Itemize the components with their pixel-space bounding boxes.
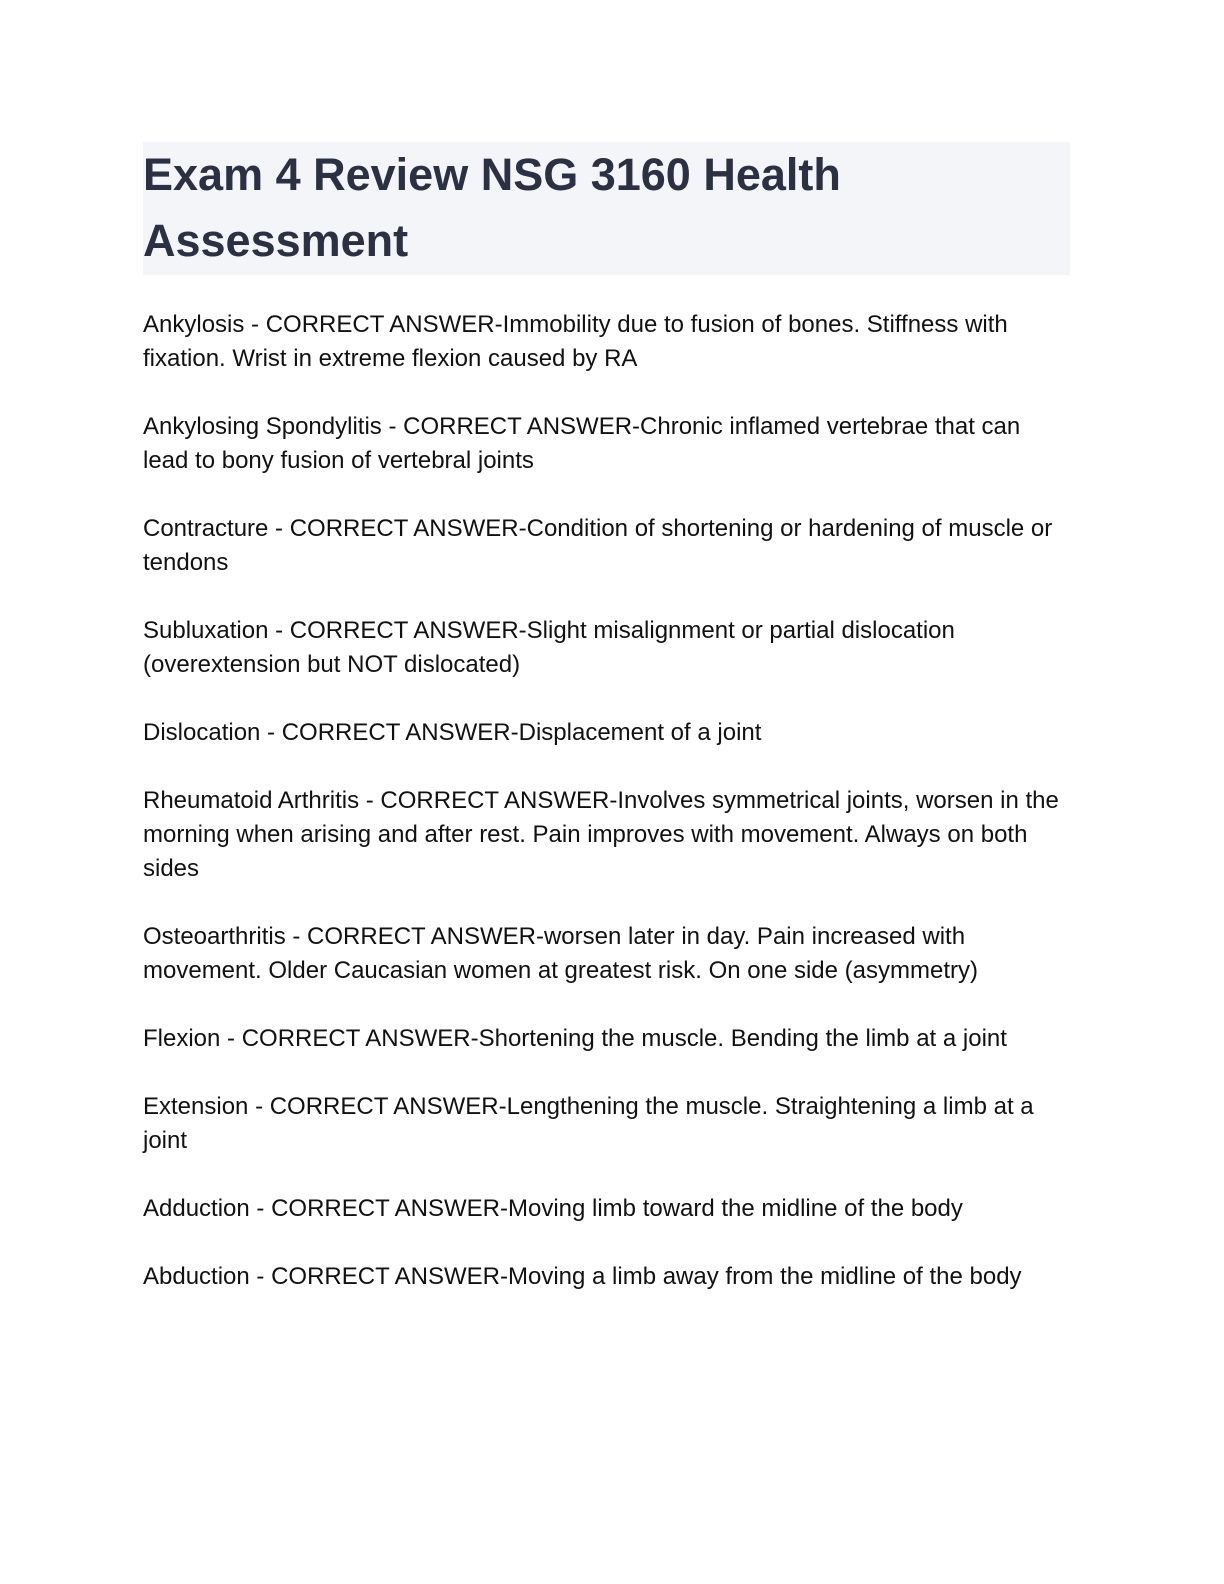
entry-adduction: Adduction - CORRECT ANSWER-Moving limb toward the midline of the body <box>143 1195 963 1222</box>
entry-list <box>143 308 1070 1294</box>
entry-ankylosing-spondylitis: Ankylosing Spondylitis - CORRECT ANSWER-Chronic inflamed vertebrae that can lead to bony fusion of vertebral joints <box>143 413 1021 474</box>
entry-osteoarthritis: Osteoarthritis - CORRECT ANSWER-worsen later in day. Pain increased with movement. Older Caucasian women at greatest risk. On one side (asymmetry) <box>143 923 978 984</box>
entry-extension: Extension - CORRECT ANSWER-Lengthening the muscle. Straightening a limb at a joint <box>143 1093 1034 1154</box>
entry-subluxation: Subluxation - CORRECT ANSWER-Slight misalignment or partial dislocation (overextension but NOT dislocated) <box>143 617 955 678</box>
entry-flexion: Flexion - CORRECT ANSWER-Shortening the muscle. Bending the limb at a joint <box>143 1025 1007 1052</box>
entry-contracture: Contracture - CORRECT ANSWER-Condition of shortening or hardening of muscle or tendons <box>143 515 1053 576</box>
document-title: Exam 4 Review NSG 3160 Health Assessment <box>143 149 841 266</box>
entry-ankylosis: Ankylosis - CORRECT ANSWER-Immobility due to fusion of bones. Stiffness with fixation. Wrist in extreme flexion caused by RA <box>143 311 1008 372</box>
entry-rheumatoid-arthritis: Rheumatoid Arthritis - CORRECT ANSWER-Involves symmetrical joints, worsen in the morning when arising and after rest. Pain improves with movement. Always on both sides <box>143 787 1059 882</box>
entry-abduction: Abduction - CORRECT ANSWER-Moving a limb away from the midline of the body <box>143 1263 1022 1290</box>
entry-dislocation: Dislocation - CORRECT ANSWER-Displacement of a joint <box>143 719 762 746</box>
document-page <box>143 142 1070 1328</box>
title-banner <box>143 142 1070 275</box>
